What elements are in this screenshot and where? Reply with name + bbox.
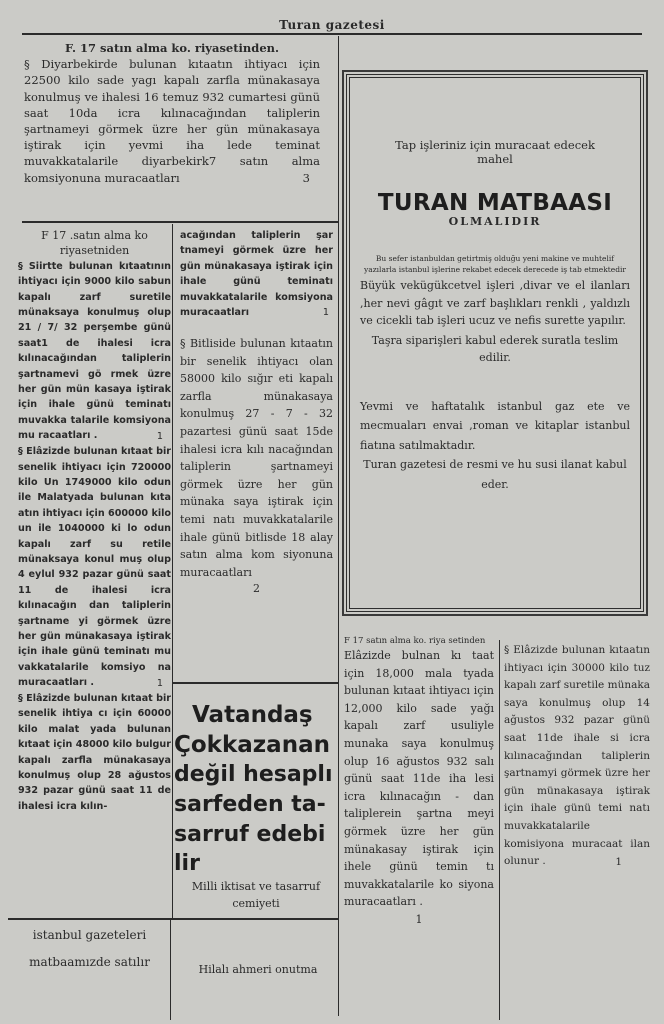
col2-continuation: acağından taliplerin şar tnameyi görmek üzre her gün münakasaya iştirak için ihale günü teminatı muvakkatalarile komsiyona muracaatları	[180, 230, 333, 319]
slogan-line-1: Vatandaş	[192, 702, 313, 728]
ad-subtitle: OLMALIDIR	[448, 215, 542, 228]
ad-paragraph-1: Büyük vekügükcetvel işleri ,divar ve el ilanları ,her nevi gâgıt ve zarf başlıkları renkli , yaldızlı ve cicekli tab işleri ucuz ve nefis surette yapılır.	[360, 279, 630, 327]
col1-notice-1: § Siirtte bulunan kıtaatının ihtiyacı için 9000 kilo sabun kapalı zarf suretile münaksaya konulmuş olup 21 / 7/ 32 perşembe günü saat1 de ihalesi icra kılınacağından taliplerin şartnamevi gö rmek üzre her gün mün kasaya iştirak için ihale günü teminatı muvakka talarile komsiyona mu racaatları .	[18, 260, 171, 442]
ad-company-name: TURAN MATBAASI	[377, 190, 613, 216]
top-notice-ref: 3	[302, 170, 310, 185]
column-divider-right	[499, 640, 500, 1020]
col4-notice: § Elâzizde bulunan kıtaatın ihtiyacı için 30000 kilo tuz kapalı zarf suretile münaka saya konulmuş olup 14 ağustos 932 pazar günü saat 11de ihale si icra kılınacağından taliplerin şartnamyi görmek üzre her gün münakasaya iştirak için ihale günü temi natı muvakkatalarile komisiyona muracaat ilan olunur .	[504, 644, 650, 868]
col1-heading: F 17 .satın alma ko riyasetniden	[41, 229, 148, 258]
top-notice-body: § Diyarbekirde bulunan kıtaatın ihtiyacı için 22500 kilo sade yagı kapalı zarfla münakasaya konulmuş ve ihalesi 16 temuz 932 cumartesi günü saat 10da icra kılınacağından taliplerin şartnameyi görmek üzre her gün münakasaya iştirak için yevmi iha lede teminat muvakkatalarile diyarbekirk7 satın alma komsiyonuna muracaatları	[24, 57, 320, 185]
column-1	[18, 228, 171, 814]
ad-paragraph-4: Turan gazetesi de resmi ve hu susi ilanat kabul eder.	[363, 458, 627, 491]
section-rule-slogan	[173, 682, 338, 684]
slogan-line-4: sarfeden ta-	[174, 792, 326, 817]
page-header: Turan gazetesi	[279, 18, 385, 32]
column-2	[180, 228, 333, 597]
slogan-line-2: Çokkazanan	[174, 732, 330, 758]
column-4	[504, 642, 650, 871]
column-divider-main	[338, 36, 339, 1016]
ad-paragraph-3: Yevmi ve haftatalık istanbul gaz ete ve mecmuaları envai ,roman ve kitaplar istanbul fiatına satılmaktadır.	[360, 399, 630, 452]
ad-small-print: Bu sefer istanbuldan getirtmiş olduğu yeni makine ve muhtelif yazılarla istanbul işlerine rekabet edecek derecede iş tab etmektedir	[363, 254, 626, 274]
col3-ref: 1	[415, 912, 423, 926]
col1-notice-3: § Elâzizde bulunan kıtaat bir senelik ihtiya cı için 60000 kilo malat yada bulunan kıtaat için 48000 kilo bulgur kapalı zarfla münakasaya konulmuş olup 28 ağustos 932 pazar günü saat 11 de ihalesi icra kılın-	[18, 693, 171, 812]
col2-notice: § Bitliside bulunan kıtaatın bir senelik ihtiyacı olan 58000 kilo sığır eti kapalı zarfla münakasaya konulmuş 27 - 7 - 32 pazartesi günü saat 15de ihalesi icra kılı nacağından taliplerin şartnameyi görmek üzre her gün münaka saya iştirak için temi natı muvakkatalarile ihale günü bitlisde 18 alay satın alma kom siyonuna muracaatları	[180, 337, 333, 579]
bottom-box-istanbul	[22, 922, 157, 976]
ad-intro: Tap işleriniz için muracaat edecek mahel	[395, 138, 595, 166]
slogan-line-3: değil hesaplı	[174, 762, 333, 787]
slogan-line-5: sarruf edebi	[174, 822, 326, 847]
col4-ref: 1	[615, 855, 622, 868]
turan-matbaasi-ad	[346, 74, 644, 612]
col1-ref-1: 1	[156, 430, 163, 442]
column-divider-1	[172, 224, 173, 918]
col2-ref-0: 1	[322, 307, 329, 319]
top-notice-heading: F. 17 satın alma ko. riyasetinden.	[65, 41, 279, 55]
bottom-box-hilal-text: Hilalı ahmeri onutma	[198, 963, 318, 976]
slogan-line-6: lir	[174, 851, 200, 876]
bottom-box-istanbul-text: istanbul gazeteleri matbaamızde satılır	[29, 928, 150, 969]
ad-paragraph-2: Taşra siparişleri kabul ederek suratla teslim edilir.	[371, 333, 619, 364]
header-rule	[22, 33, 642, 35]
slogan-caption: Milli iktisat ve tasarruf cemiyeti	[191, 880, 321, 910]
slogan-box	[174, 700, 338, 912]
col3-heading: F 17 satın alma ko. riya setinden	[344, 636, 486, 646]
col2-ref: 2	[253, 582, 260, 596]
bottom-rule-left	[8, 918, 338, 920]
bottom-box-hilal	[188, 962, 328, 977]
bottom-divider	[170, 920, 171, 1020]
col1-notice-2: § Elâzizde bulunan kıtaat bir senelik ihtiyacı için 720000 kilo Un 1749000 kilo odun ile Malatyada bulunan kıta atın ihtiyacı için 600000 kilo un ile 1040000 ki lo odun kapalı zarf su retile münaksaya konul muş olup 4 eylul 932 pazar günü saat 11 de ihalesi icra kılınacağın dan taliplerin şartname yi görmek üzre her gün münakasaya iştirak için ihale günü teminatı mu vakkatalarile komsiyo na muracaatları .	[18, 446, 171, 689]
col3-notice: Elâzizde bulnan kı taat için 18,000 mala tyada bulunan kıtaat ihtiyacı için 12,000 kilo sade yağı kapalı zarf usuliyle munaka saya konulmuş olup 16 ağustos 932 salı günü saat 11de iha lesi icra kılınacağın - dan taliplerein şartna meyi görmek üzre her gün münakasay iştirak için ihele günü temin tı muvakkatalarile ko siyona muracaatları .	[344, 649, 494, 909]
section-rule-top	[22, 221, 338, 223]
column-3	[344, 636, 494, 929]
col1-ref-2: 1	[156, 677, 163, 689]
top-notice	[24, 40, 320, 186]
